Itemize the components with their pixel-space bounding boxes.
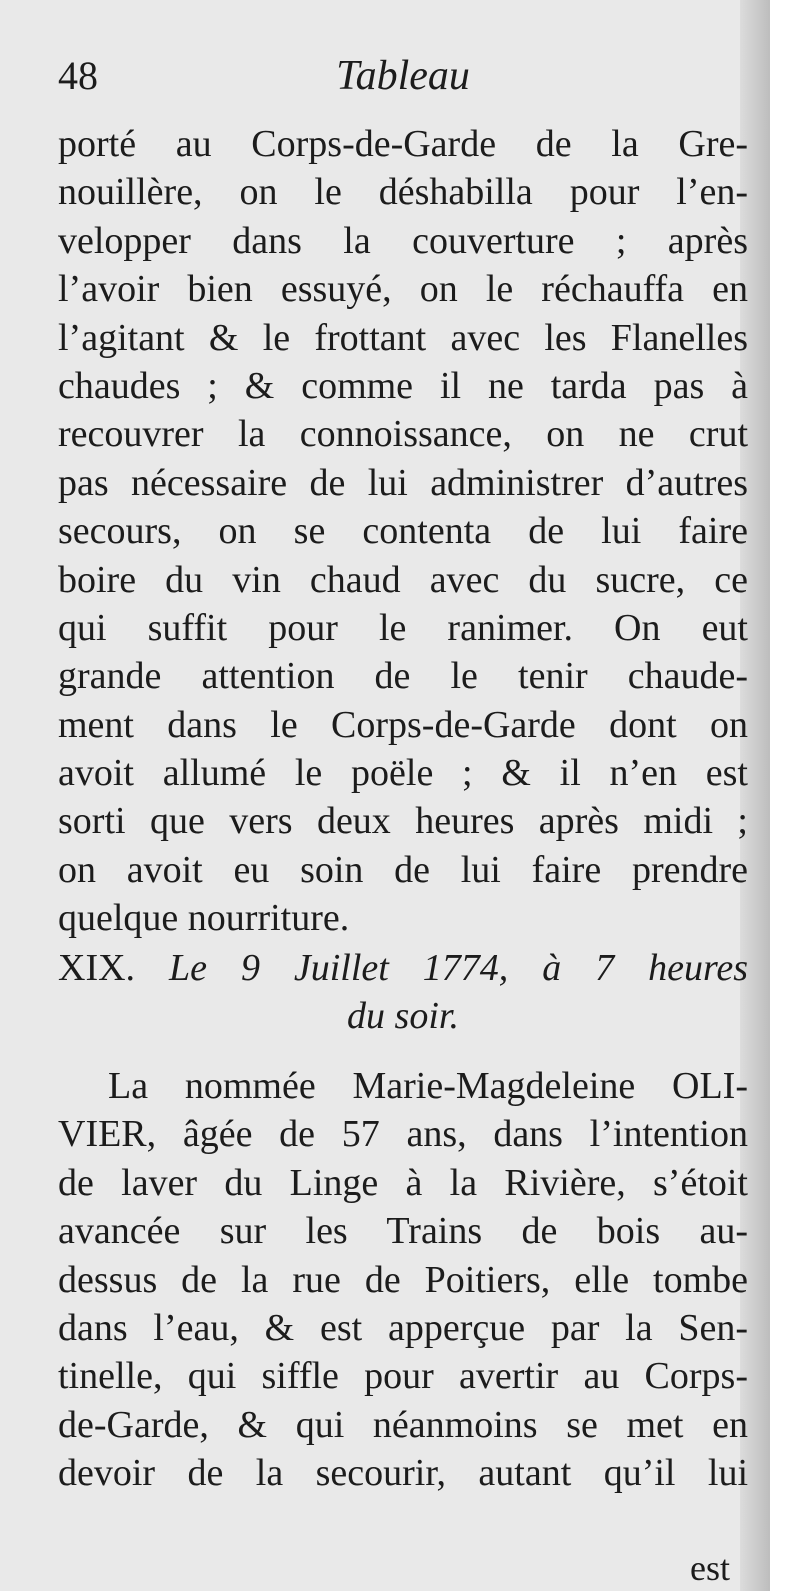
text-line: quelque nourriture. (58, 897, 350, 940)
text-line: pas nécessaire de lui administrer d’autres (58, 461, 748, 504)
text-line: dans l’eau, & est apperçue par la Sen- (58, 1306, 748, 1349)
text-line: de-Garde, & qui néanmoins se met en (58, 1403, 748, 1446)
text-line: tinelle, qui siffle pour avertir au Corps- (58, 1355, 748, 1398)
text-line: qui suffit pour le ranimer. On eut (58, 606, 748, 649)
entry-heading (58, 944, 748, 1040)
text-line: avancée sur les Trains de bois au- (58, 1210, 748, 1253)
text-line: de laver du Linge à la Rivière, s’étoit (58, 1161, 748, 1204)
paragraph-entry-xix (58, 1062, 748, 1498)
text-line: sorti que vers deux heures après midi ; (58, 800, 748, 843)
text-line: porté au Corps-de-Garde de la Gre- (58, 123, 748, 165)
text-line: l’agitant & le frottant avec les Flanelles (58, 316, 748, 359)
text-line: on avoit eu soin de lui faire prendre (58, 848, 748, 891)
running-title: Tableau (336, 53, 470, 99)
text-line: nouillère, on le déshabilla pour l’en- (58, 171, 748, 214)
text-line: grande attention de le tenir chaude- (58, 655, 748, 698)
text-line: avoit allumé le poële ; & il n’en est (58, 752, 748, 795)
text-line: recouvrer la connoissance, on ne crut (58, 413, 748, 456)
entry-number: XIX. (58, 947, 136, 989)
catchword: est (690, 1548, 730, 1588)
paragraph-continued (58, 120, 748, 943)
entry-date: Le 9 Juillet 1774, à 7 heures (169, 947, 748, 989)
page-number: 48 (58, 53, 98, 98)
text-line: chaudes ; & comme il ne tarda pas à (58, 364, 748, 407)
page-header (58, 48, 748, 104)
entry-heading-line (58, 944, 748, 992)
text-line: l’avoir bien essuyé, on le réchauffa en (58, 268, 748, 311)
text-line: velopper dans la couverture ; après (58, 219, 748, 262)
text-line: ment dans le Corps-de-Garde dont on (58, 703, 748, 746)
text-line: La nommée Marie-Magdeleine OLI- (108, 1065, 748, 1107)
entry-time: du soir. (347, 995, 459, 1037)
text-line: devoir de la secourir, autant qu’il lui (58, 1452, 748, 1495)
text-line: dessus de la rue de Poitiers, elle tombe (58, 1258, 748, 1301)
text-line: VIER, âgée de 57 ans, dans l’intention (58, 1113, 748, 1156)
text-line: secours, on se contenta de lui faire (58, 510, 748, 553)
text-line: boire du vin chaud avec du sucre, ce (58, 558, 748, 601)
